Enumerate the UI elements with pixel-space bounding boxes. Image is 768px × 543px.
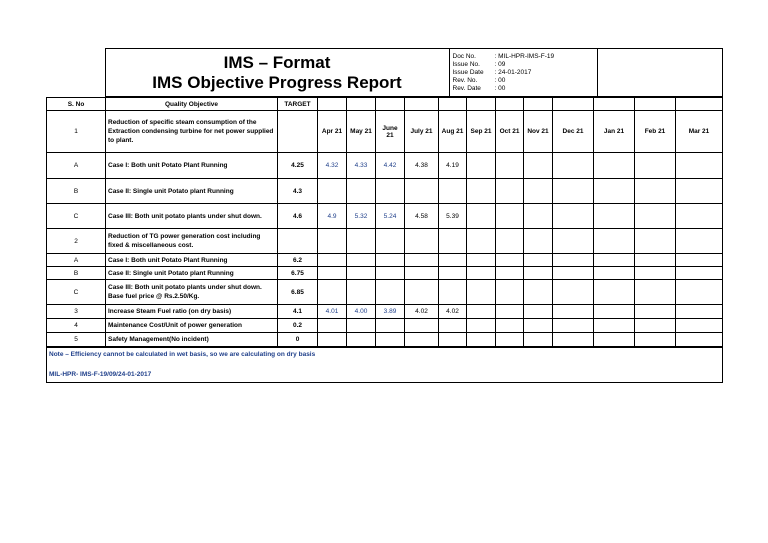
month-value — [376, 319, 405, 333]
month-value — [635, 204, 676, 229]
month-value — [676, 153, 723, 179]
col-month-header-empty — [405, 98, 439, 111]
col-month-header-empty — [496, 98, 524, 111]
month-value — [553, 254, 594, 267]
month-value — [439, 229, 467, 254]
doc-info-label: Doc No. — [452, 52, 476, 60]
month-value — [467, 280, 496, 305]
month-value — [676, 305, 723, 319]
month-value — [467, 153, 496, 179]
doc-info-value: : 24-01-2017 — [494, 68, 532, 76]
month-value — [635, 179, 676, 204]
month-value — [676, 229, 723, 254]
report-sheet — [46, 48, 723, 383]
note-text: Note – Efficiency cannot be calculated in wet basis, so we are calculating on dry basis — [49, 351, 316, 358]
month-value — [553, 179, 594, 204]
row-target — [278, 229, 318, 254]
table-row — [47, 333, 723, 347]
row-sno: 4 — [47, 319, 106, 333]
month-value — [676, 280, 723, 305]
month-value — [405, 280, 439, 305]
month-value — [439, 267, 467, 280]
month-label: Aug 21 — [439, 111, 467, 153]
month-value — [376, 333, 405, 347]
doc-info-label: Issue Date — [452, 68, 484, 76]
row-sno: 3 — [47, 305, 106, 319]
doc-info-value: : MIL-HPR-IMS-F-19 — [494, 52, 555, 60]
month-value — [318, 333, 347, 347]
doc-info-row — [453, 53, 596, 61]
row-objective: Maintenance Cost/Unit of power generation — [106, 319, 278, 333]
month-value — [467, 319, 496, 333]
month-value — [524, 267, 553, 280]
row-target: 0.2 — [278, 319, 318, 333]
row-objective: Safety Management(No incident) — [106, 333, 278, 347]
row-objective: Case II: Single unit Potato plant Running — [106, 267, 278, 280]
month-value — [318, 319, 347, 333]
col-month-header-empty — [553, 98, 594, 111]
month-value — [405, 319, 439, 333]
col-sno-header: S. No — [47, 98, 106, 111]
row-objective: Case I: Both unit Potato Plant Running — [106, 254, 278, 267]
month-value: 4.38 — [405, 153, 439, 179]
month-value — [318, 280, 347, 305]
row-objective: Case III: Both unit potato plants under shut down. — [106, 204, 278, 229]
col-month-header-empty — [524, 98, 553, 111]
month-value — [467, 333, 496, 347]
month-value — [439, 254, 467, 267]
month-value — [496, 179, 524, 204]
month-value — [524, 280, 553, 305]
row-objective: Reduction of specific steam consumption of the Extraction condensing turbine for net power supplied to plant. — [106, 111, 278, 153]
month-value — [553, 267, 594, 280]
month-value — [553, 280, 594, 305]
month-value: 4.02 — [405, 305, 439, 319]
row-target — [278, 111, 318, 153]
row-target: 4.25 — [278, 153, 318, 179]
doc-info-row — [453, 61, 596, 69]
month-value — [467, 305, 496, 319]
month-value — [553, 319, 594, 333]
month-value — [524, 319, 553, 333]
col-objective-header: Quality Objective — [106, 98, 278, 111]
objective-table — [46, 97, 723, 347]
doc-reference: MIL-HPR- IMS-F-19/09/24-01-2017 — [49, 371, 152, 378]
month-value — [496, 333, 524, 347]
row-target: 6.75 — [278, 267, 318, 280]
row-objective: Case III: Both unit potato plants under shut down. Base fuel price @ Rs.2.50/Kg. — [106, 280, 278, 305]
row-sno: A — [47, 153, 106, 179]
title-block — [105, 49, 449, 97]
month-value — [635, 229, 676, 254]
month-value — [318, 229, 347, 254]
month-value: 4.01 — [318, 305, 347, 319]
note-table — [46, 347, 723, 383]
col-month-header-empty — [467, 98, 496, 111]
table-row — [47, 267, 723, 280]
month-value — [635, 305, 676, 319]
month-value — [376, 267, 405, 280]
month-value — [635, 319, 676, 333]
month-value: 5.32 — [347, 204, 376, 229]
row-sno: A — [47, 254, 106, 267]
month-value — [376, 229, 405, 254]
month-value — [347, 319, 376, 333]
col-target-header: TARGET — [278, 98, 318, 111]
month-value — [553, 305, 594, 319]
month-value — [405, 254, 439, 267]
month-value — [318, 179, 347, 204]
row-sno: 1 — [47, 111, 106, 153]
month-value — [405, 179, 439, 204]
month-value — [496, 204, 524, 229]
note-cell — [47, 348, 723, 383]
row-sno: 5 — [47, 333, 106, 347]
row-objective: Case II: Single unit Potato plant Running — [106, 179, 278, 204]
month-label: Nov 21 — [524, 111, 553, 153]
month-value — [467, 254, 496, 267]
month-value — [496, 319, 524, 333]
month-value — [405, 267, 439, 280]
doc-info — [449, 49, 597, 97]
month-value — [594, 319, 635, 333]
month-value — [553, 333, 594, 347]
month-value — [594, 267, 635, 280]
month-value — [347, 280, 376, 305]
month-value: 4.32 — [318, 153, 347, 179]
month-value — [376, 179, 405, 204]
doc-info-label: Rev. Date — [452, 84, 481, 92]
month-value — [594, 153, 635, 179]
row-target: 0 — [278, 333, 318, 347]
col-month-header-empty — [318, 98, 347, 111]
row-target: 6.85 — [278, 280, 318, 305]
month-value — [524, 305, 553, 319]
table-row — [47, 179, 723, 204]
doc-info-value: : 00 — [494, 84, 506, 92]
page-subtitle: IMS Objective Progress Report — [152, 72, 402, 92]
table-row — [47, 319, 723, 333]
month-value — [467, 229, 496, 254]
col-month-header-empty — [376, 98, 405, 111]
table-row — [47, 254, 723, 267]
month-value — [347, 229, 376, 254]
month-value — [467, 204, 496, 229]
month-value — [524, 229, 553, 254]
month-value — [594, 229, 635, 254]
col-month-header-empty — [594, 98, 635, 111]
month-value — [347, 179, 376, 204]
row-sno: C — [47, 204, 106, 229]
month-value — [318, 254, 347, 267]
month-value — [594, 254, 635, 267]
month-value — [318, 267, 347, 280]
month-value — [439, 333, 467, 347]
table-row — [47, 153, 723, 179]
table-row — [47, 204, 723, 229]
table-row — [47, 280, 723, 305]
month-value — [676, 204, 723, 229]
month-label: Dec 21 — [553, 111, 594, 153]
header-empty — [597, 49, 722, 97]
month-value — [524, 153, 553, 179]
header-spacer — [46, 49, 105, 97]
month-value: 4.58 — [405, 204, 439, 229]
col-month-header-empty — [635, 98, 676, 111]
row-objective: Increase Steam Fuel ratio (on dry basis) — [106, 305, 278, 319]
month-value — [405, 229, 439, 254]
month-value — [376, 254, 405, 267]
month-value — [496, 254, 524, 267]
month-value: 5.24 — [376, 204, 405, 229]
month-value — [524, 204, 553, 229]
month-value — [676, 319, 723, 333]
month-value — [405, 333, 439, 347]
doc-info-value: : 09 — [494, 60, 506, 68]
month-value — [635, 254, 676, 267]
month-value — [553, 229, 594, 254]
col-month-header-empty — [347, 98, 376, 111]
month-label: Oct 21 — [496, 111, 524, 153]
month-value — [594, 204, 635, 229]
doc-info-row — [453, 69, 596, 77]
month-value — [594, 305, 635, 319]
month-value — [496, 305, 524, 319]
month-value — [496, 229, 524, 254]
month-value — [467, 267, 496, 280]
month-value — [376, 280, 405, 305]
month-label: Jan 21 — [594, 111, 635, 153]
row-sno: B — [47, 179, 106, 204]
month-value — [635, 333, 676, 347]
row-sno: C — [47, 280, 106, 305]
row-target: 6.2 — [278, 254, 318, 267]
month-value — [524, 333, 553, 347]
month-value — [347, 254, 376, 267]
month-value — [553, 153, 594, 179]
month-value — [524, 254, 553, 267]
col-month-header-empty — [676, 98, 723, 111]
month-label: Apr 21 — [318, 111, 347, 153]
table-row — [47, 229, 723, 254]
month-value — [439, 319, 467, 333]
doc-info-row — [453, 85, 596, 93]
month-value — [594, 333, 635, 347]
month-label: Sep 21 — [467, 111, 496, 153]
month-value: 5.39 — [439, 204, 467, 229]
row-sno: 2 — [47, 229, 106, 254]
month-label: Feb 21 — [635, 111, 676, 153]
month-value — [347, 333, 376, 347]
month-value: 4.00 — [347, 305, 376, 319]
report-header — [46, 48, 723, 97]
month-value: 4.02 — [439, 305, 467, 319]
month-value: 4.33 — [347, 153, 376, 179]
col-month-header-empty — [439, 98, 467, 111]
month-label: July 21 — [405, 111, 439, 153]
table-row — [47, 305, 723, 319]
row-sno: B — [47, 267, 106, 280]
month-value: 4.19 — [439, 153, 467, 179]
month-value — [439, 280, 467, 305]
month-value — [635, 280, 676, 305]
month-value: 4.42 — [376, 153, 405, 179]
month-value — [496, 280, 524, 305]
row-objective: Reduction of TG power generation cost including fixed & miscellaneous cost. — [106, 229, 278, 254]
doc-info-value: : 00 — [494, 76, 506, 84]
month-value — [347, 267, 376, 280]
doc-info-label: Rev. No. — [452, 76, 478, 84]
month-value — [676, 254, 723, 267]
doc-info-row — [453, 77, 596, 85]
month-value — [553, 204, 594, 229]
row-target: 4.1 — [278, 305, 318, 319]
month-value: 4.9 — [318, 204, 347, 229]
page-title: IMS – Format — [223, 52, 331, 72]
month-value — [524, 179, 553, 204]
month-value — [496, 267, 524, 280]
row-target: 4.6 — [278, 204, 318, 229]
month-label: Mar 21 — [676, 111, 723, 153]
month-value: 3.89 — [376, 305, 405, 319]
month-value — [635, 153, 676, 179]
month-value — [496, 153, 524, 179]
month-label: May 21 — [347, 111, 376, 153]
column-header-row — [47, 98, 723, 111]
month-value — [439, 179, 467, 204]
month-value — [594, 179, 635, 204]
doc-info-label: Issue No. — [452, 60, 480, 68]
row-target: 4.3 — [278, 179, 318, 204]
month-label: June 21 — [376, 111, 405, 153]
month-value — [676, 179, 723, 204]
month-value — [676, 333, 723, 347]
month-value — [635, 267, 676, 280]
table-row — [47, 111, 723, 153]
month-value — [594, 280, 635, 305]
row-objective: Case I: Both unit Potato Plant Running — [106, 153, 278, 179]
month-value — [676, 267, 723, 280]
month-value — [467, 179, 496, 204]
